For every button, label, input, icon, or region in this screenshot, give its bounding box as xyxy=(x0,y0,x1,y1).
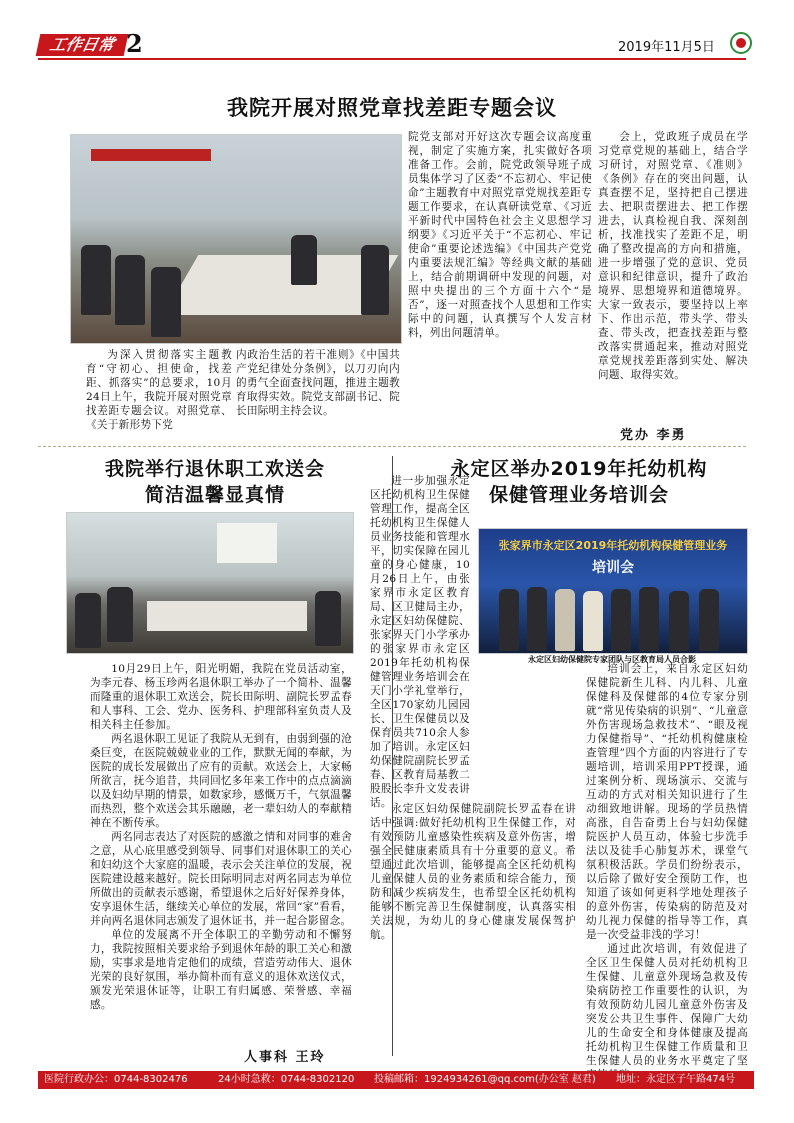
article3-col-c xyxy=(586,662,748,1082)
footer-address: 地址：永定区子午路474号 xyxy=(616,1074,736,1085)
photo-person-shape xyxy=(555,589,575,651)
article1-title: 我院开展对照党章找差距专题会议 xyxy=(227,96,557,120)
article2-p4: 单位的发展离不开全体职工的辛勤劳动和不懈努力，我院按照相关要求给予到退休年龄的职工关心和激励，实事求是地肯定他们的成绩，营造劳动伟大、退休光荣的良好氛围，举办简朴而有意义的退休欢送仪式，颁发光荣退休证等，让职工有归属感、荣誉感、幸福感。 xyxy=(90,929,352,1011)
photo-person-shape xyxy=(151,267,181,337)
article3-title-line1: 永定区举办2019年托幼机构 xyxy=(450,458,708,480)
photo-banner-line1: 张家界市永定区2019年托幼机构保健管理业务 xyxy=(498,539,728,552)
photo-person-shape xyxy=(699,589,719,651)
footer-emergency: 24小时急救：0744-8302120 xyxy=(218,1074,355,1085)
article3-p1: 进一步加强永定区托幼机构卫生保健管理工作，提高全区托幼机构卫生保健人员业务技能和管理水平，切实保障在园儿童的身心健康，10月26日上午，由张家界市永定区教育局、区卫健局主办，永定区妇幼保健院、张家界天门小学承办的张家界市永定区2019年托幼机构保健管理业务培训会在天门小学礼堂举行，全区170家幼儿园园长、卫生保健员以及保育员共710余人参加了培训。永定区妇幼保健院副院长罗孟春、区教育局基教二股股长李升文发表讲话。 xyxy=(370,475,470,809)
photo-banner-line2: 培训会 xyxy=(592,560,634,576)
footer-office: 医院行政办公：0744-8302476 xyxy=(44,1074,188,1085)
section-divider xyxy=(38,446,746,447)
photo-person-shape xyxy=(527,587,547,651)
article3-photo xyxy=(478,528,748,654)
footer-email: 投稿邮箱：1924934261@qq.com(办公室 赵君) xyxy=(374,1074,596,1085)
article2-title-line1: 我院举行退休职工欢送会 xyxy=(104,458,325,480)
photo-table-shape xyxy=(147,601,307,631)
article3-title-line2: 保健管理业务培训会 xyxy=(488,484,669,506)
photo-banner-shape xyxy=(91,149,211,161)
photo-person-shape xyxy=(611,589,631,651)
article2-p1: 10月29日上午，阳光明媚，我院在党员活动室，为李元春、杨玉珍两名退休职工举办了一个简朴、温馨而隆重的退休职工欢送会，院长田际明、副院长罗孟春和人事科、工会、党办、医务科、护理部科室负责人及相关科主任参加。 xyxy=(90,663,352,731)
article2-title xyxy=(40,456,390,508)
article2-photo xyxy=(66,512,354,654)
article2-p2: 两名退休职工见证了我院从无到有，由弱到强的沧桑巨变，在医院兢兢业业的工作，默默无闻的奉献，为医院的成长发展做出了应有的贡献。欢送会上，大家畅所欲言，抚今追昔，共同回忆多年来工作中的点点滴滴以及妇幼早期的情景，如数家珍，感慨万千，气氛温馨而热烈，整个欢送会其乐融融，老一辈妇幼人的奉献精神在不断传承。 xyxy=(90,733,352,829)
article2-body xyxy=(90,662,352,1012)
issue-date: 2019年11月5日 xyxy=(618,40,715,55)
photo-person-shape xyxy=(583,591,603,651)
photo-person-shape xyxy=(291,235,317,285)
article1-col3: 院党支部对开好这次专题会议高度重视，制定了实施方案，扎实做好各项准备工作。会前，院党政领导班子成员集体学习了区委“不忘初心、牢记使命”主题教育中对照党章党规找差距专题工作要求，在认真研读党章、《习近平新时代中国特色社会主义思想学习纲要》《习近平关于“不忘初心、牢记使命”重要论述选编》《中国共产党党内重要法规汇编》等经典文献的基础上，结合前期调研中发现的问题，对照中央提出的三个方面十六个“是否”，逐一对照查找个人思想和工作实际中的问题，认真撰写个人发言材料，列出问题清单。 xyxy=(408,131,592,339)
photo-person-shape xyxy=(639,587,659,651)
photo-person-shape xyxy=(499,589,519,651)
article2-title-line2: 简洁温馨显真情 xyxy=(144,484,285,506)
photo-person-shape xyxy=(361,245,389,315)
article1-col2: 内政治生活的若干准则》《中国共产党纪律处分条例》，以刀刃向内的勇气全面查找问题，推进主题教育取得实效。院党支部副书记、院长田际明主持会议。 xyxy=(236,349,400,417)
photo-person-shape xyxy=(115,255,145,325)
article2-p3: 两名同志表达了对医院的感激之情和对同事的难舍之意，从心底里感受到领导、同事们对退休职工的关心和妇幼这个大家庭的温暖，表示会关注单位的发展，祝医院建设越来越好。院长田际明同志对两名同志为单位所做出的贡献表示感谢，希望退休之后好好保养身体，安享退休生活，继续关心单位的发展，常回“家”看看，并向两名退休同志颁发了退休证书，并一起合影留念。 xyxy=(90,831,352,927)
footer-bar xyxy=(38,1071,754,1089)
photo-person-shape xyxy=(315,591,341,646)
section-badge: 工作日常 xyxy=(36,34,129,56)
photo-person-shape xyxy=(81,245,111,315)
article1-col4: 会上，党政班子成员在学习党章党规的基础上，结合学习研讨，对照党章、《准则》《条例》存在的突出问题，认真查摆不足，坚持把自己摆进去、把职责摆进去、把工作摆进去，认真检视自我、深刻剖析，找准找实了差距不足，明确了整改提高的方向和措施，进一步增强了党的意识、党员意识和纪律意识，提升了政治境界、思想境界和道德境界。大家一致表示，要坚持以上率下、作出示范，带头学、带头查、带头改，把查找差距与整改落实贯通起来，推动对照党章党规找差距落到实处、解决问题、取得实效。 xyxy=(598,131,748,381)
article3-p3: 培训会上，来自永定区妇幼保健院新生儿科、内儿科、儿童保健科及保健部的4位专家分别就“常见传染病的识别”、“儿童意外伤害现场急救技术”、“眼及视力保健指导”、“托幼机构健康检查管理”四个方面的内容进行了专题培训，培训采用PPT授课，通过案例分析、现场演示、交流与互动的方式对相关知识进行了生动细致地讲解。现场的学员热情高涨，自告奋勇上台与妇幼保健院医护人员互动，体验七步洗手法以及徒手心肺复苏术，课堂气氛积极活跃。学员们纷纷表示，以后除了做好安全预防工作，也知道了该如何更科学地处理孩子的意外伤害，传染病的防范及对幼儿视力保健的指导等工作，真是一次受益非浅的学习！ xyxy=(586,663,748,941)
header-rule xyxy=(38,58,746,60)
photo-person-shape xyxy=(669,591,689,651)
hospital-logo-icon xyxy=(730,32,752,54)
article1-col1: 为深入贯彻落实主题教育“守初心、担使命，找差距、抓落实”的总要求，10月24日上午，我院开展对照党章找差距专题会议。对照党章、《关于新形势下党 xyxy=(86,349,232,431)
article3-p4: 通过此次培训，有效促进了全区卫生保健人员对托幼机构卫生保健、儿童意外现场急救及传染病防控工作重要性的认识，为有效预防幼儿园儿童意外伤害及突发公共卫生事件、保障广大幼儿的生命安全和身体健康及提高托幼机构卫生保健工作质量和卫生保健人员的业务水平奠定了坚 xyxy=(586,943,748,1067)
article3-photo-caption: 永定区妇幼保健院专家团队与区教育局人员合影 xyxy=(528,655,696,664)
article3-col-b xyxy=(370,802,576,942)
photo-person-shape xyxy=(75,593,101,648)
article1-photo xyxy=(70,134,402,344)
photo-person-shape xyxy=(107,587,133,642)
article2-signature: 人事科 王玲 xyxy=(244,1050,326,1065)
page-number: 2 xyxy=(126,29,143,58)
article3-p2: 永定区妇幼保健院副院长罗孟春在讲话中强调:做好托幼机构卫生保健工作，对有效预防儿童感染性疾病及意外伤害，增强全民健康素质具有十分重要的意义。希望通过此次培训，能够提高全区托幼机构儿童保健人员的业务素质和综合能力，预防和减少疾病发生，也希望全区托幼机构能够不断完善卫生保健制度，认真落实相关法规，为幼儿的身心健康发展保驾护航。 xyxy=(370,803,576,941)
photo-screen-shape xyxy=(217,523,277,563)
article1-signature: 党办 李勇 xyxy=(620,428,687,443)
